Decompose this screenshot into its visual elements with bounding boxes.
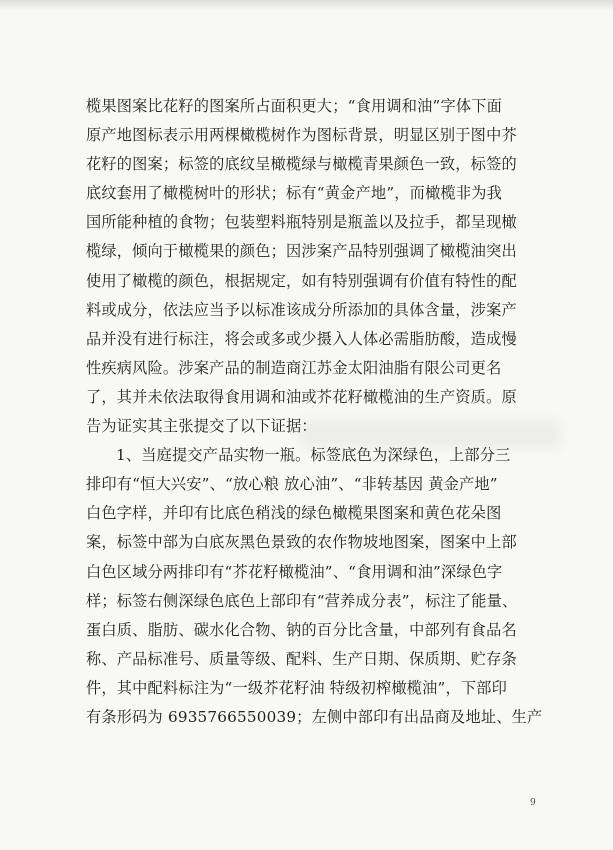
text-line: 品并没有进行标注，将会或多或少摄入人体必需脂肪酸，造成慢 (86, 329, 517, 348)
text-line: 了，其并未依法取得食用调和油或芥花籽橄榄油的生产资质。原 (86, 387, 517, 406)
body-text (86, 92, 548, 732)
text-line: 白色区域分两排印有“芥花籽橄榄油”、“食用调和油”深绿色字 (86, 562, 503, 581)
text-line: 蛋白质、脂肪、碳水化合物、钠的百分比含量，中部列有食品名 (86, 620, 517, 639)
text-line: 告为证实其主张提交了以下证据： (86, 417, 317, 436)
page-number: 9 (530, 798, 536, 808)
text-line: 件，其中配料标注为“一级芥花籽油 特级初榨橄榄油”，下部印 (86, 678, 508, 697)
text-line: 花籽的图案；标签的底纹呈橄榄绿与橄榄青果颜色一致，标签的 (86, 155, 517, 174)
text-line: 1、当庭提交产品实物一瓶。标签底色为深绿色，上部分三 (116, 446, 511, 465)
text-line: 底纹套用了橄榄树叶的形状；标有“黄金产地”，而橄榄非为我 (86, 184, 503, 203)
text-line: 料或成分，依法应当予以标准该成分所添加的具体含量，涉案产 (86, 300, 517, 319)
text-line: 样；标签右侧深绿色底色上部印有“营养成分表”，标注了能量、 (86, 591, 518, 610)
text-line: 榄果图案比花籽的图案所占面积更大；“食用调和油”字体下面 (86, 97, 503, 115)
text-line: 使用了橄榄的颜色，根据规定，如有特别强调有价值有特性的配 (86, 271, 517, 290)
text-line: 案，标签中部为白底灰黑色景致的农作物坡地图案，图案中上部 (86, 533, 517, 552)
text-line: 性疾病风险。涉案产品的制造商江苏金太阳油脂有限公司更名 (86, 358, 502, 377)
text-line: 榄绿，倾向于橄榄果的颜色；因涉案产品特别强调了橄榄油突出 (86, 242, 517, 261)
scan-edge-shadow (0, 0, 613, 10)
text-line: 国所能种植的食物；包装塑料瓶特别是瓶盖以及拉手，都呈现橄 (86, 213, 517, 232)
text-line: 排印有“恒大兴安”、“放心粮 放心油”、“非转基因 黄金产地” (86, 475, 498, 494)
text-line: 白色字样，并印有比底色稍浅的绿色橄榄果图案和黄色花朵图 (86, 504, 502, 523)
text-line: 称、产品标准号、质量等级、配料、生产日期、保质期、贮存条 (86, 649, 517, 668)
text-line: 原产地图标表示用两棵橄榄树作为图标背景，明显区别于图中芥 (86, 126, 517, 145)
text-line: 有条形码为 6935766550039；左侧中部印有出品商及地址、生产 (86, 707, 543, 726)
